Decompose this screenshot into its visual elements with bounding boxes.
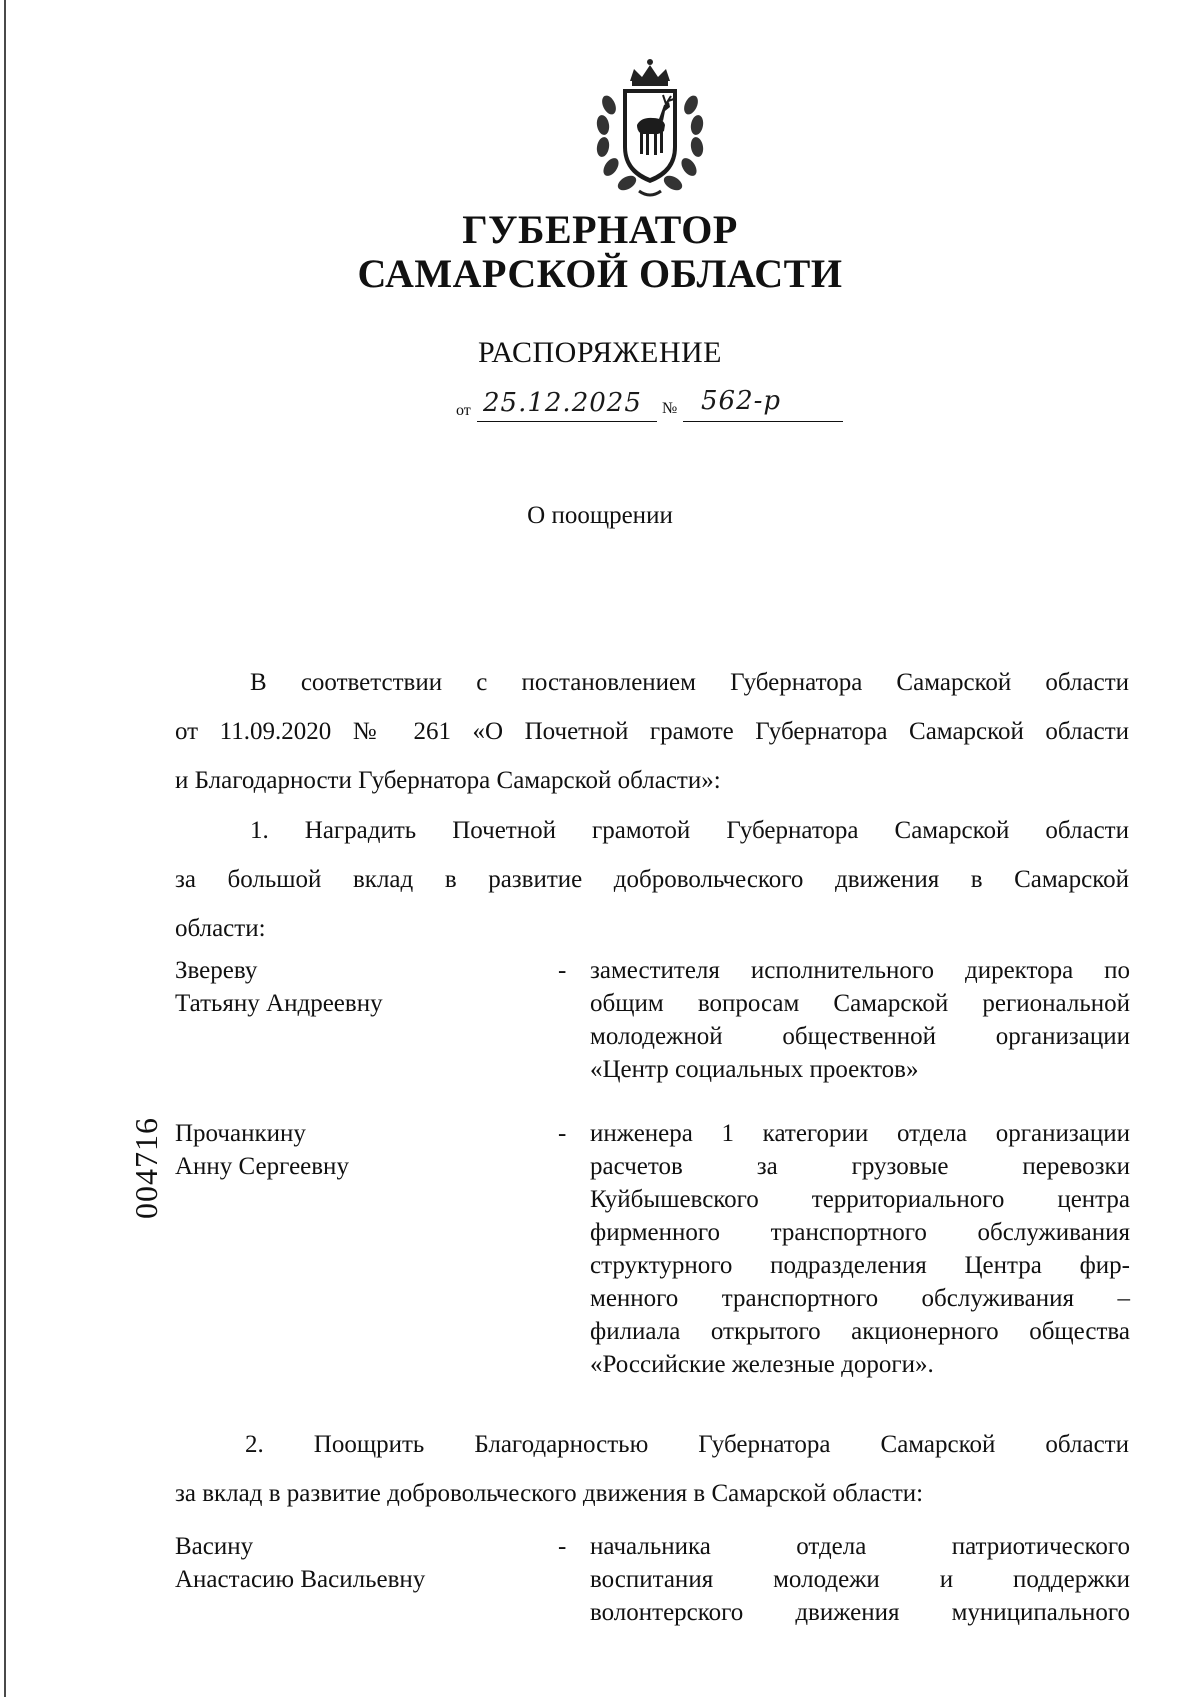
- awardee-surname: Прочанкину: [175, 1120, 306, 1147]
- awardee-dash: -: [558, 1120, 567, 1147]
- position-line: фирменного транспортного обслуживания: [590, 1219, 1130, 1246]
- intro-line: В соответствии с постановлением Губернатора Самарской области: [250, 669, 1129, 696]
- item-1-line: области:: [175, 915, 266, 942]
- position-line: заместителя исполнительного директора по: [590, 957, 1130, 984]
- position-line: «Центр социальных проектов»: [590, 1056, 919, 1083]
- awardee-given-names: Анастасию Васильевну: [175, 1566, 426, 1593]
- awardee-dash: -: [558, 957, 567, 984]
- samara-coat-of-arms-icon: [587, 55, 713, 200]
- item-1-line: за большой вклад в развитие добровольческого движения в Самарской: [175, 866, 1129, 893]
- awardee-name: [175, 1117, 349, 1183]
- awardee-surname: Васину: [175, 1533, 254, 1560]
- issuer-title: ГУБЕРНАТОР: [462, 207, 738, 252]
- position-line: «Российские железные дороги».: [590, 1351, 934, 1378]
- position-line: воспитания молодежи и поддержки: [590, 1566, 1130, 1593]
- awardee-dash: -: [558, 1533, 567, 1560]
- position-line: общим вопросам Самарской региональной: [590, 990, 1130, 1017]
- awardee-name: [175, 954, 383, 1020]
- item-1-paragraph: [175, 806, 1129, 953]
- date-label: от: [456, 402, 471, 419]
- position-line: филиала открытого акционерного общества: [590, 1318, 1130, 1345]
- position-line: молодежной общественной организации: [590, 1023, 1130, 1050]
- awardee-given-names: Анну Сергеевну: [175, 1153, 349, 1180]
- issuer-region: САМАРСКОЙ ОБЛАСТИ: [357, 251, 843, 296]
- position-line: инженера 1 категории отдела организации: [590, 1120, 1130, 1147]
- position-line: волонтерского движения муниципального: [590, 1599, 1130, 1626]
- number-label: №: [662, 400, 678, 417]
- awardee-name: [175, 1530, 425, 1596]
- awardee-position: [590, 954, 1130, 1086]
- item-2-paragraph: [175, 1420, 1129, 1518]
- item-1-line: 1. Наградить Почетной грамотой Губернатора Самарской области: [250, 817, 1129, 844]
- position-line: Куйбышевского территориального центра: [590, 1186, 1130, 1213]
- date-underline: [477, 421, 657, 422]
- document-date-number-row: [455, 386, 855, 426]
- intro-line: от 11.09.2020 № 261 «О Почетной грамоте Губернатора Самарской области: [175, 718, 1129, 745]
- position-line: менного транспортного обслуживания –: [590, 1285, 1130, 1312]
- item-2-line: за вклад в развитие добровольческого движения в Самарской области:: [175, 1480, 924, 1507]
- awardee-position: [590, 1117, 1130, 1381]
- serial-number: 004716: [128, 1117, 164, 1219]
- awardee-position: [590, 1530, 1130, 1629]
- intro-line: и Благодарности Губернатора Самарской области»:: [175, 767, 721, 794]
- intro-paragraph: [175, 658, 1129, 805]
- handwritten-date: 25.12.2025: [483, 388, 642, 418]
- position-line: расчетов за грузовые перевозки: [590, 1153, 1130, 1180]
- item-2-line: 2. Поощрить Благодарностью Губернатора Самарской области: [245, 1431, 1129, 1458]
- handwritten-number: 562-р: [701, 386, 782, 416]
- document-type: РАСПОРЯЖЕНИЕ: [477, 336, 723, 369]
- document-subject: О поощрении: [527, 502, 673, 529]
- position-line: структурного подразделения Центра фир-: [590, 1252, 1130, 1279]
- awardee-surname: Звереву: [175, 957, 258, 984]
- awardee-given-names: Татьяну Андреевну: [175, 990, 383, 1017]
- position-line: начальника отдела патриотического: [590, 1533, 1130, 1560]
- number-underline: [683, 421, 843, 422]
